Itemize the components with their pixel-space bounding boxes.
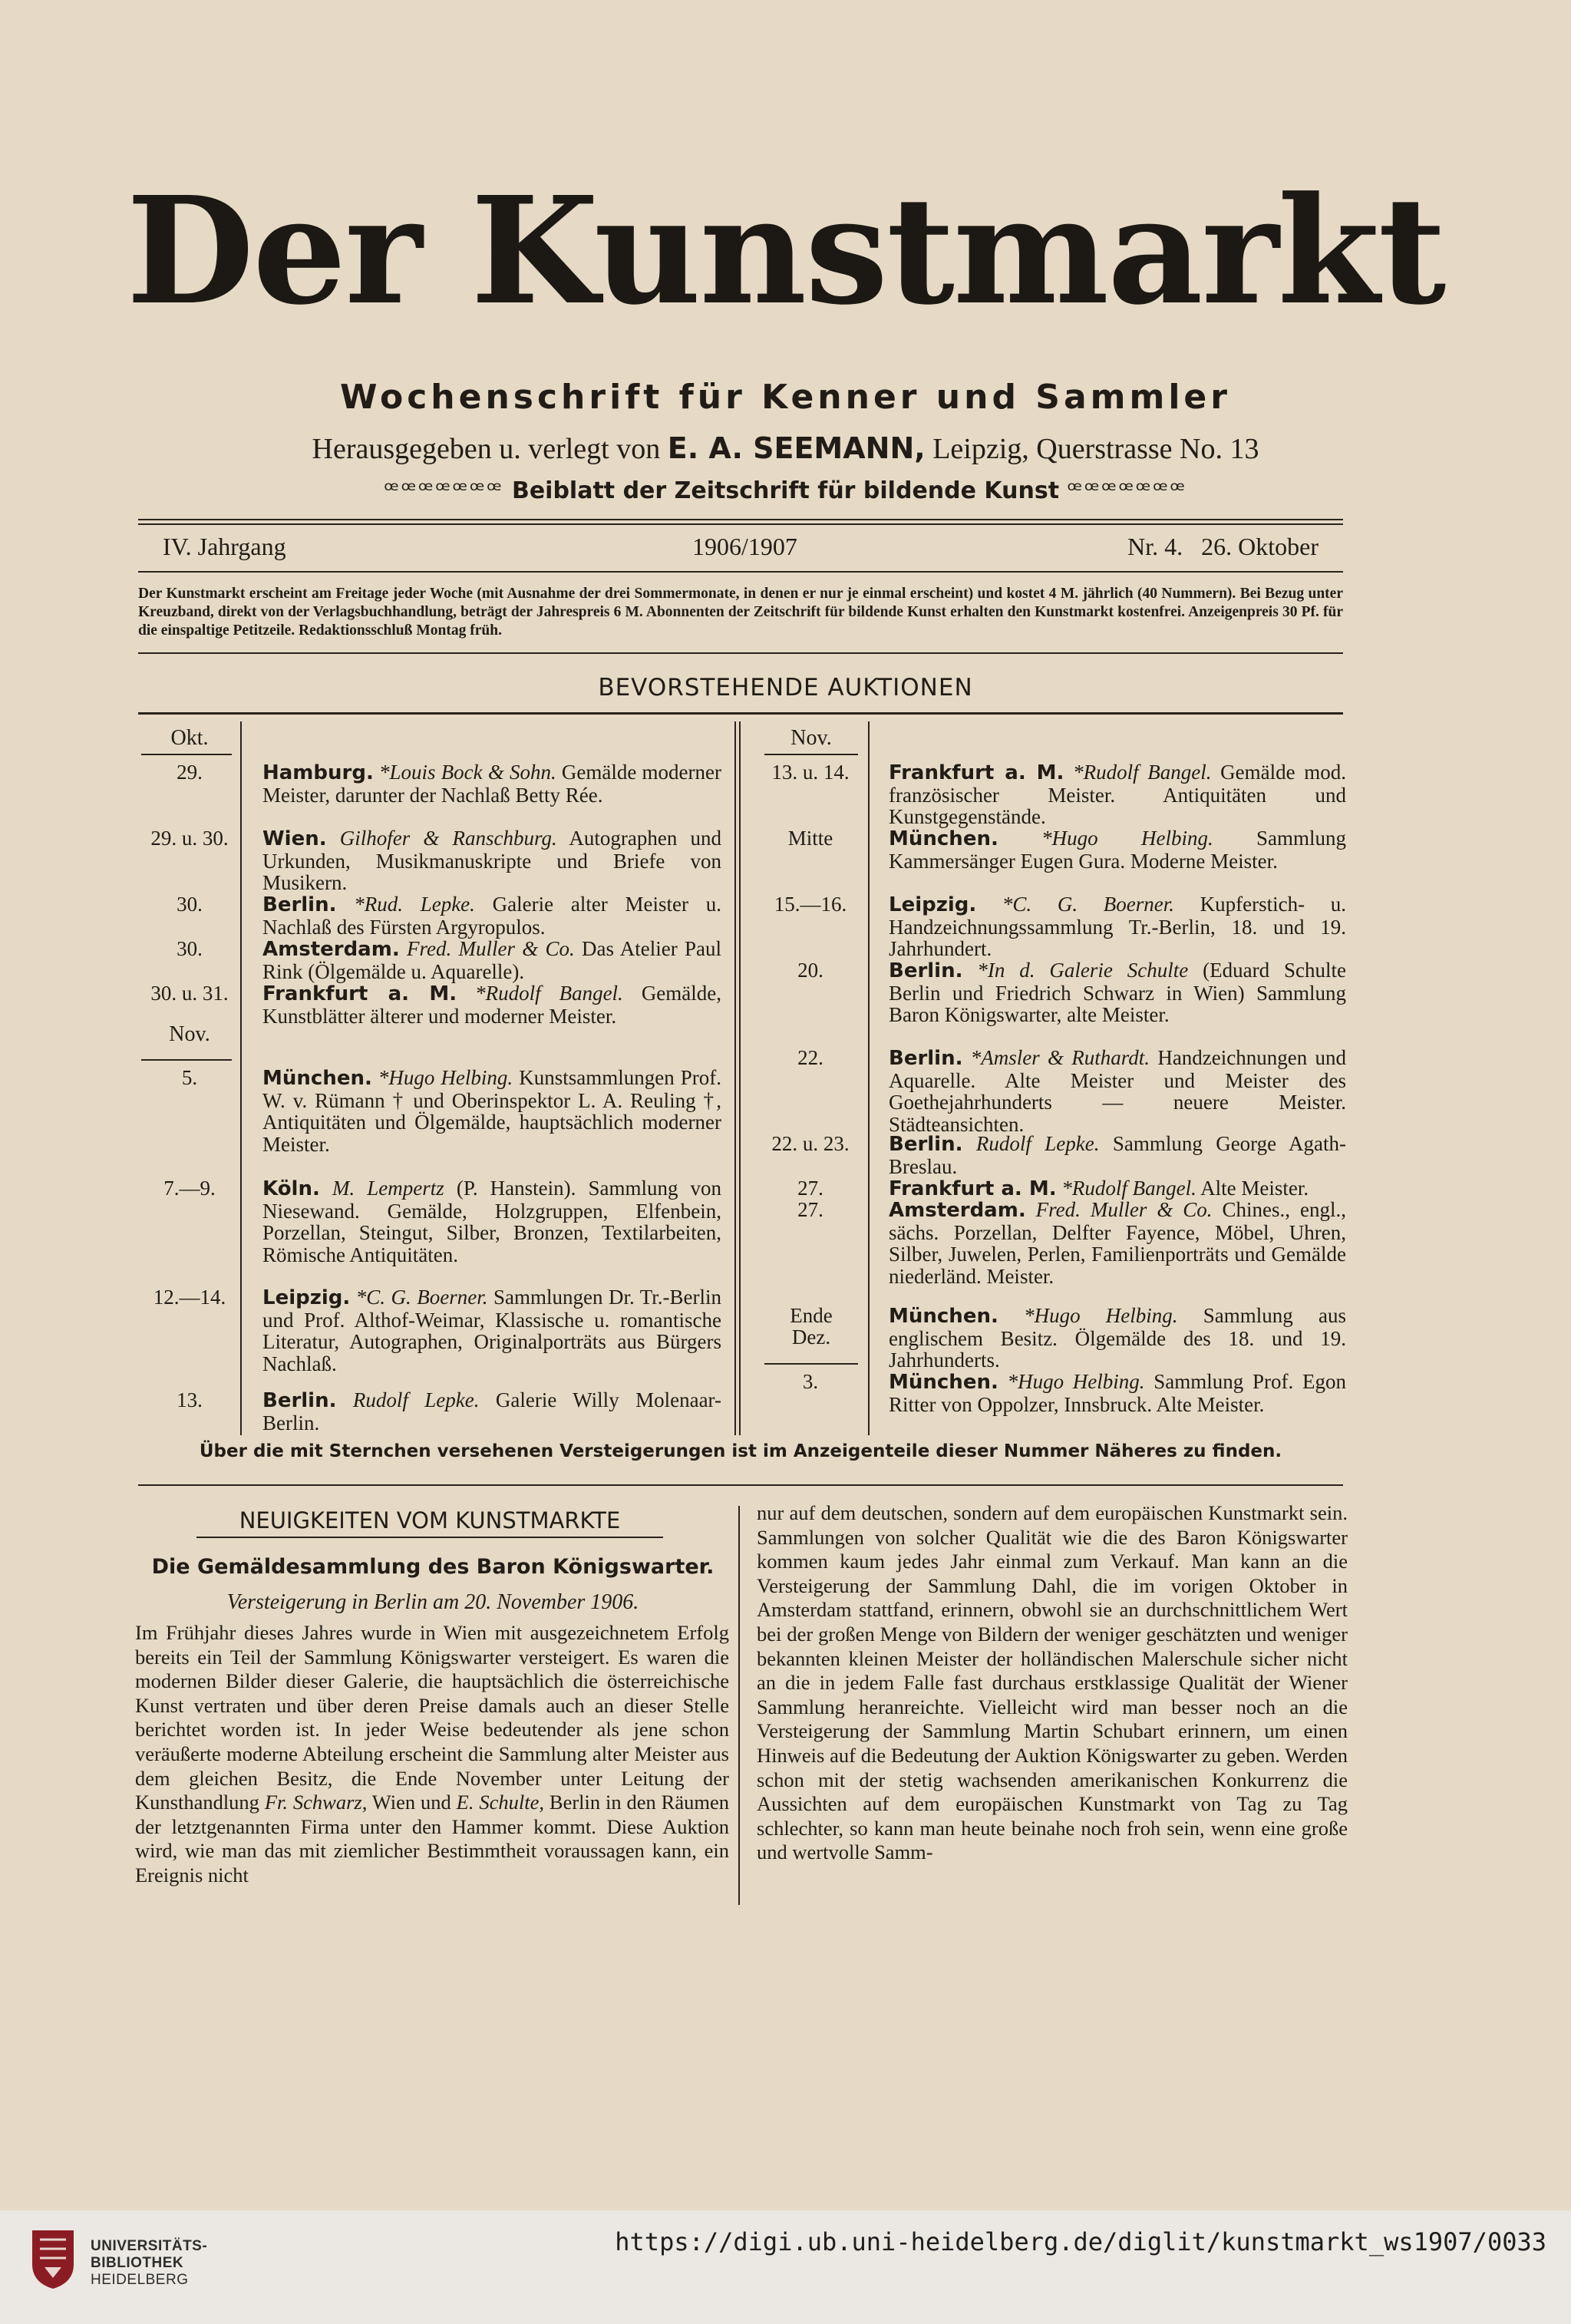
auction-text: Sammlungen Dr. Tr.-Berlin und Prof. Althof-Weimar, Klassische u. romantische Literatur, Autographen, Originalporträts aus Bürgers Nachlaß. xyxy=(262,1286,722,1375)
article-text-part: Wien und xyxy=(367,1791,457,1814)
article-name: E. Schulte, xyxy=(456,1791,544,1814)
rule-info xyxy=(138,571,1343,573)
auction-date: 29. u. 30. xyxy=(150,827,229,850)
auction-city: Amsterdam. xyxy=(889,1199,1026,1222)
auction-date: 5. xyxy=(181,1066,198,1089)
auction-date: 22. xyxy=(797,1046,823,1069)
month-nov-right: Nov. xyxy=(790,726,832,750)
beiblatt-line xyxy=(0,477,1571,504)
auction-city: Frankfurt a. M. xyxy=(889,761,1064,784)
university-seal-icon xyxy=(29,2224,77,2290)
auction-date: 15.—16. xyxy=(774,893,847,916)
auction-date: 12.—14. xyxy=(153,1286,226,1309)
auction-entry xyxy=(262,938,721,982)
article-column-1 xyxy=(135,1621,729,1888)
auction-entry xyxy=(889,761,1346,828)
auction-house: Fred. Muller & Co. xyxy=(406,937,575,960)
auction-text: Galerie Willy Molenaar-Berlin. xyxy=(262,1388,721,1434)
issue-number-date: Nr. 4. 26. Oktober xyxy=(1127,533,1319,560)
publisher-address: Leipzig, Querstrasse No. 13 xyxy=(932,433,1259,465)
auction-text: Autographen und Urkunden, Musikmanuskripte und Briefe von Musikern. xyxy=(262,827,721,894)
auction-text: Kunstsammlungen Prof. W. v. Rümann † und Oberinspektor L. A. Reuling †, Antiquitäten und Ölgemälde, hauptsächlich moderner Meister. xyxy=(262,1066,721,1156)
auctions-heading: BEVORSTEHENDE AUKTIONEN xyxy=(598,674,973,701)
ornament-left: ꟹꟹꟹꟹꟹꟹꟹ xyxy=(384,477,504,504)
auction-text: (Eduard Schulte Berlin und Friedrich Schwarz in Wien) Sammlung Baron Königswarter, alte Meister. xyxy=(889,959,1347,1026)
issue-year: 1906/1907 xyxy=(692,533,797,560)
auction-city: Hamburg. xyxy=(262,761,374,784)
auction-house: *Rudolf Bangel. xyxy=(1073,761,1212,784)
auction-text: Sammlung Kammersänger Eugen Gura. Moderne Meister. xyxy=(889,827,1347,873)
auction-house: Rudolf Lepke. xyxy=(352,1388,480,1411)
auction-text: Das Atelier Paul Rink (Ölgemälde u. Aquarelle). xyxy=(262,937,722,983)
auction-date: Mitte xyxy=(787,827,833,850)
auction-entry xyxy=(889,959,1346,1026)
auction-city: Wien. xyxy=(262,827,327,850)
publisher-name: E. A. SEEMANN, xyxy=(667,431,926,465)
auction-house: Gilhofer & Ranschburg. xyxy=(339,827,557,850)
auction-entry xyxy=(262,1067,721,1155)
auction-city: München. xyxy=(889,1305,998,1328)
auction-entry xyxy=(262,761,721,806)
auction-text: Galerie alter Meister u. Nachlaß des Fürsten Argyropulos. xyxy=(262,893,721,939)
auction-text: Sammlung George Agath-Breslau. xyxy=(889,1132,1347,1178)
auction-entry xyxy=(262,893,721,938)
auction-text: Gemälde moderner Meister, darunter der Nachlaß Betty Rée. xyxy=(262,761,721,807)
auction-city: Berlin. xyxy=(889,1047,963,1070)
article-text-part: Im Frühjahr dieses Jahres wurde in Wien mit ausgezeichnetem Erfolg bereits ein Teil der Sammlung Königswarter versteigert. Es waren die modernen Bilder dieser Galerie, die hauptsächlich die österreichische Kunst vertraten und über deren Preise damals auch an dieser Stelle berichtet worden ist. In jeder Weise bedeutender als jene schon veräußerte moderne Abteilung erscheint die Sammlung alter Meister aus dem gleichen Besitz, die Ende November unter Leitung der Kunsthandlung xyxy=(135,1621,729,1814)
auction-entry xyxy=(262,1389,721,1434)
auction-date: 30. xyxy=(177,893,203,916)
auction-house: *Hugo Helbing. xyxy=(1024,1304,1178,1327)
news-section-heading: NEUIGKEITEN VOM KUNSTMARKTE xyxy=(196,1507,663,1538)
institution-line: UNIVERSITÄTS- xyxy=(91,2238,208,2254)
masthead-subtitle: Wochenschrift für Kenner und Sammler xyxy=(340,378,1231,417)
volume: IV. Jahrgang xyxy=(163,533,286,560)
auction-date: 13. u. 14. xyxy=(771,761,850,784)
institution-line: BIBLIOTHEK xyxy=(91,2255,184,2271)
rule-notice xyxy=(138,652,1343,654)
rule-top-2 xyxy=(138,523,1343,525)
auction-text: Sammlung aus englischem Besitz. Ölgemälde des 18. und 19. Jahrhunderts. xyxy=(889,1304,1347,1372)
auction-city: Frankfurt a. M. xyxy=(262,982,457,1005)
month-dez-rule xyxy=(764,1363,858,1365)
auction-city: Köln. xyxy=(262,1177,320,1200)
divider-right-date xyxy=(868,721,870,1435)
auction-house: *Hugo Helbing. xyxy=(1041,827,1213,850)
auction-entry xyxy=(889,1305,1346,1372)
auction-house: *Hugo Helbing. xyxy=(378,1066,513,1089)
article-text-part: Berlin in den Räumen der letztgenannten Firma unter den Hammer kommt. Diese Auktion wird, wie man das mit ziemlicher Bestimmtheit voraussagen kann, ein Ereignis nicht xyxy=(135,1791,729,1887)
article-column-2: nur auf dem deutschen, sondern auf dem europäischen Kunstmarkt sein. Sammlungen von solcher Qualität wie die des Baron Königswarter kommen kaum jedes Jahr einmal zum Verkauf. Man kann an die Versteigerung der Sammlung Dahl, die im vorigen Oktober in Amsterdam stattfand, erinnern, obwohl sie an durchschnittlichem Wert bei der großen Menge von Bildern der weniger geschätzten und weniger bekannten kleinen Meister der holländischen Malerschule sicher nicht an die in jedem Falle fast durchaus erstklassige Qualität der Wiener Sammlung heranreichte. Vielleicht wird man besser noch an die Versteigerung der Sammlung Martin Schubart erinnern, um einen Hinweis auf die Bedeutung der Auktion Königswarter zu geben. Werden schon mit der stetig wachsenden amerikanischen Konkurrenz die Aussichten auf dem europäischen Kunstmarkt von Tag zu Tag schlechter, so kann man heute beinahe noch froh sein, wenn eine große und wertvolle Samm- xyxy=(757,1501,1348,1864)
auction-city: Berlin. xyxy=(262,1389,337,1412)
auction-date: 13. xyxy=(177,1388,203,1411)
auction-text: Sammlung Prof. Egon Ritter von Oppolzer, Innsbruck. Alte Meister. xyxy=(889,1370,1346,1416)
auction-house: *Amsler & Ruthardt. xyxy=(970,1046,1150,1069)
article-name: Fr. Schwarz, xyxy=(264,1791,368,1814)
auction-text: Gemälde, Kunstblätter älterer und moderner Meister. xyxy=(262,982,722,1028)
auction-house: *Rudolf Bangel. xyxy=(475,982,623,1005)
beiblatt-text: Beiblatt der Zeitschrift für bildende Kunst xyxy=(511,477,1060,504)
auction-entry xyxy=(889,1047,1346,1135)
auction-house: *Rudolf Bangel. xyxy=(1061,1177,1196,1200)
publisher-line xyxy=(0,431,1571,466)
auction-entry xyxy=(262,982,721,1027)
auction-text: Alte Meister. xyxy=(1200,1177,1309,1200)
month-nov-left: Nov. xyxy=(169,1022,210,1046)
auction-text: (P. Hanstein). Sammlung von Niesewand. Gemälde, Holzgruppen, Elfenbein, Porzellan, Steingut, Silber, Bronzen, Textilarbeiten, Römische Antiquitäten. xyxy=(262,1177,722,1266)
auction-city: Frankfurt a. M. xyxy=(889,1177,1057,1200)
auction-city: München. xyxy=(889,827,998,850)
auction-date: 22. u. 23. xyxy=(771,1132,850,1155)
asterisk-footnote: Über die mit Sternchen versehenen Versteigerungen ist im Anzeigenteile dieser Nummer Näheres zu finden. xyxy=(199,1441,1282,1461)
month-okt-rule xyxy=(141,754,232,755)
auction-date: 29. xyxy=(177,761,203,784)
auction-date: 7.—9. xyxy=(163,1177,216,1200)
auction-date: 27. xyxy=(797,1177,823,1200)
auction-text: Chines., engl., sächs. Porzellan, Delfter Fayence, Möbel, Uhren, Silber, Juwelen, Perlen, Familienporträts und Gemälde niederländ. Meister. xyxy=(889,1198,1346,1288)
publisher-prefix: Herausgegeben u. verlegt von xyxy=(312,433,661,465)
ornament-right: ꟹꟹꟹꟹꟹꟹꟹ xyxy=(1067,477,1187,504)
month-okt: Okt. xyxy=(170,726,209,750)
auction-entry xyxy=(262,827,721,894)
auction-house: *C. G. Boerner. xyxy=(355,1286,488,1309)
auction-house: *C. G. Boerner. xyxy=(1002,893,1174,916)
auction-entry xyxy=(262,1286,721,1375)
auction-entry xyxy=(889,893,1346,960)
auction-entry xyxy=(889,1371,1346,1415)
auction-house: *In d. Galerie Schulte xyxy=(977,959,1189,982)
auction-house: Fred. Muller & Co. xyxy=(1035,1198,1213,1221)
divider-center-1 xyxy=(734,721,736,1435)
divider-center-2 xyxy=(739,721,741,1435)
rule-top-1 xyxy=(138,519,1343,520)
institution-line: HEIDELBERG xyxy=(91,2272,189,2288)
auction-city: Berlin. xyxy=(889,1133,963,1156)
auction-date: Ende Dez. xyxy=(790,1304,833,1349)
month-nov-left-rule xyxy=(141,1059,232,1061)
rule-auctions xyxy=(138,712,1343,715)
auction-entry xyxy=(889,827,1346,872)
auction-house: M. Lempertz xyxy=(332,1177,444,1200)
rule-footnote xyxy=(138,1484,1343,1486)
auction-entry xyxy=(889,1133,1346,1177)
auction-house: *Rud. Lepke. xyxy=(354,893,475,916)
auction-house: *Hugo Helbing. xyxy=(1007,1370,1145,1393)
subscription-notice: Der Kunstmarkt erscheint am Freitage jeder Woche (mit Ausnahme der drei Sommermonate, in denen er nur je einmal erscheint) und kostet 4 M. jährlich (40 Nummern). Bei Bezug unter Kreuzband, direkt von der Verlagsbuchhandlung, beträgt der Jahrespreis 6 M. Abonnenten der Zeitschrift für bildende Kunst erhalten den Kunstmarkt kostenfrei. Anzeigenpreis 30 Pf. für die einspaltige Petitzeile. Redaktionsschluß Montag früh. xyxy=(138,586,1343,639)
permalink-url[interactable]: https://digi.ub.uni-heidelberg.de/diglit/kunstmarkt_ws1907/0033 xyxy=(615,2227,1546,2256)
institution-name xyxy=(91,2238,207,2289)
issue-info-row xyxy=(163,533,1319,568)
month-nov-right-rule xyxy=(764,754,858,755)
auction-entry xyxy=(889,1199,1346,1287)
auction-text: Gemälde mod. französischer Meister. Antiquitäten und Kunstgegenstände. xyxy=(889,761,1346,828)
auction-date: 30. xyxy=(177,937,203,960)
auction-date: 30. u. 31. xyxy=(150,982,229,1005)
auction-entry xyxy=(889,1177,1346,1200)
auction-date: 20. xyxy=(797,959,823,982)
auction-house: Rudolf Lepke. xyxy=(975,1132,1100,1155)
auction-date: 27. xyxy=(797,1198,823,1221)
auction-date: 3. xyxy=(802,1370,819,1393)
auction-city: Berlin. xyxy=(262,893,337,916)
auction-text: Kupferstich- u. Handzeichnungssammlung Tr.-Berlin, 18. und 19. Jahrhundert. xyxy=(889,893,1346,960)
auction-city: München. xyxy=(262,1067,372,1090)
masthead-title: Der Kunstmarkt xyxy=(126,165,1445,338)
article-title: Die Gemäldesammlung des Baron Königswarter. xyxy=(151,1555,715,1579)
auction-text: Handzeichnungen und Aquarelle. Alte Meister und Meister des Goethejahrhunderts — neuere Meister. Städteansichten. xyxy=(889,1046,1347,1136)
article-subtitle: Versteigerung in Berlin am 20. November 1906. xyxy=(226,1590,639,1614)
auction-house: *Louis Bock & Sohn. xyxy=(379,761,556,784)
auction-city: Berlin. xyxy=(889,959,963,982)
column-divider xyxy=(738,1506,740,1905)
auction-city: Amsterdam. xyxy=(262,938,400,961)
auction-city: Leipzig. xyxy=(262,1286,351,1309)
auction-city: Leipzig. xyxy=(889,893,977,916)
auction-city: München. xyxy=(889,1371,998,1394)
auction-entry xyxy=(262,1177,721,1266)
